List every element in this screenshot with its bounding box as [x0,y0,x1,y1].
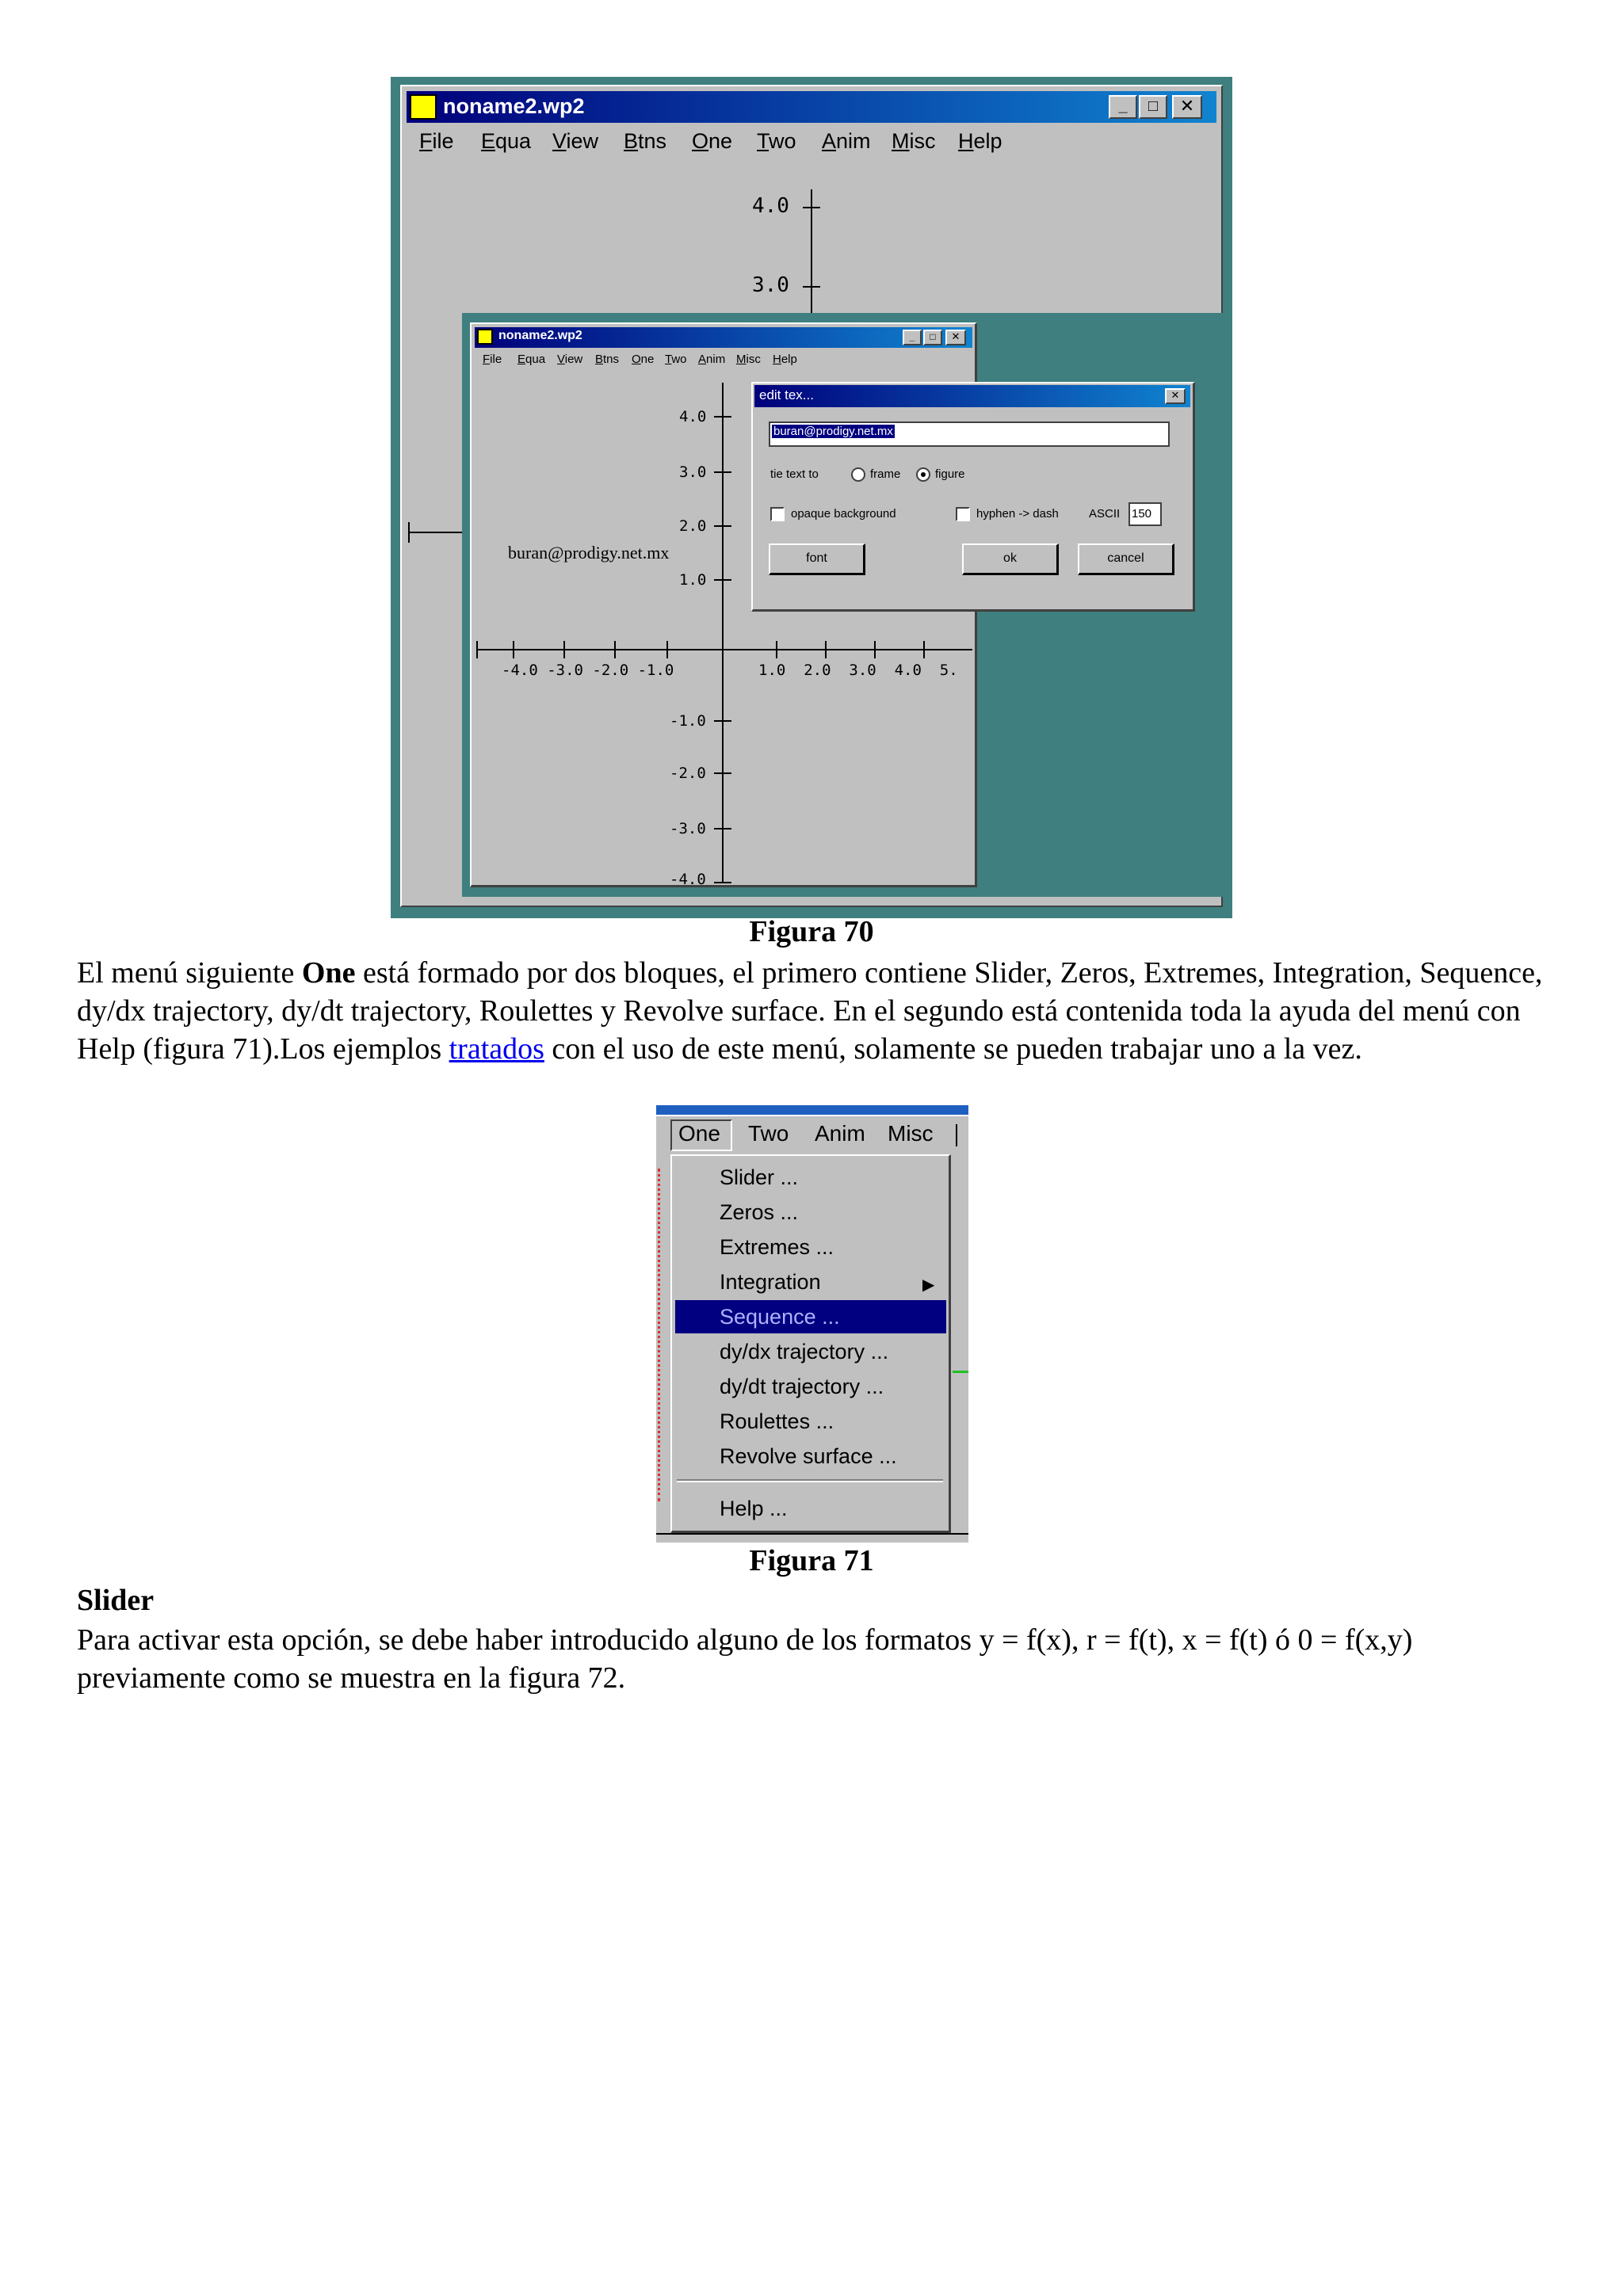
figure-70-caption: Figura 70 [749,915,874,948]
menu-help[interactable]: Help [773,353,797,366]
menu-item-dydx-trajectory[interactable]: dy/dx trajectory ... [720,1340,889,1363]
hyphen-dash-checkbox[interactable] [956,507,970,521]
menu-item-zeros[interactable]: Zeros ... [720,1200,799,1224]
paragraph-slider: Para activar esta opción, se debe haber introducido alguno de los formatos y = f(x), r = f(t), x = f(t) ó 0 = f(x,y) previamente como se muestra en la figura 72. [77,1623,1413,1695]
menu-anim[interactable]: Anim [822,129,871,153]
menu-file[interactable]: File [419,129,454,153]
menu-view[interactable]: View [552,129,599,153]
x-tick [874,641,876,658]
y-tick-label: 4.0 [752,194,789,218]
figure-71-screenshot [656,1105,968,1543]
y-tick [714,471,731,473]
x-tick [513,641,514,658]
menu-btns[interactable]: Btns [595,353,620,366]
app-icon [477,329,493,345]
section-heading-slider: Slider [77,1584,155,1617]
dialog-title: edit tex... [759,387,814,402]
menu-separator [677,1479,943,1482]
y-tick [714,579,731,581]
radio-frame-label: frame [870,467,901,481]
y-axis [722,383,724,882]
close-icon[interactable]: ✕ [1165,388,1186,404]
plot-axis-fragment [656,1533,968,1535]
plot-fragment [953,1371,968,1373]
inner-window-titlebar[interactable] [475,327,972,348]
main-window-title: noname2.wp2 [443,94,585,118]
y-tick-label: 3.0 [752,273,789,297]
menu-item-sequence[interactable]: Sequence ... [675,1300,946,1333]
menu-two[interactable]: Two [665,353,687,366]
y-tick-label: 1.0 [679,571,707,589]
y-tick [803,286,820,288]
x-tick [666,641,668,658]
y-tick [714,828,731,830]
menu-anim[interactable]: Anim [815,1121,865,1146]
menu-misc[interactable]: Misc [736,353,761,366]
menu-equa[interactable]: Equa [517,353,546,366]
menu-item-integration[interactable]: Integration [720,1270,821,1294]
y-tick-label: -4.0 [670,871,706,888]
menu-one[interactable]: One [678,1121,720,1146]
hyphen-dash-label: hyphen -> dash [976,507,1059,521]
y-tick-label: -2.0 [670,765,706,782]
paragraph-bold: One [301,956,356,990]
y-tick [714,882,731,883]
y-tick [714,720,731,722]
x-tick-labels-positive: 1.0 2.0 3.0 4.0 5. [758,662,958,679]
title-strip [656,1105,968,1115]
ok-button[interactable]: ok [962,543,1059,575]
y-tick [714,525,731,527]
plot-fragment [658,1169,665,1501]
menu-equa[interactable]: Equa [481,129,532,153]
y-tick-label: -1.0 [670,712,706,730]
radio-frame[interactable] [851,467,865,482]
menu-btns[interactable]: Btns [624,129,667,153]
menu-file[interactable]: File [483,353,502,366]
submenu-arrow-icon: ▶ [922,1276,935,1294]
figure-70-screenshot [391,77,1232,918]
main-menubar [402,129,1210,161]
menu-anim[interactable]: Anim [698,353,726,366]
divider [656,1115,968,1116]
menu-misc[interactable]: Misc [892,129,936,153]
text-field[interactable] [769,421,1170,447]
radio-figure-label: figure [935,467,965,481]
cancel-button[interactable]: cancel [1078,543,1174,575]
graph-text-email[interactable]: buran@prodigy.net.mx [508,543,670,563]
maximize-icon[interactable]: □ [923,330,942,345]
close-icon[interactable]: ✕ [1172,95,1202,119]
menu-item-dydt-trajectory[interactable]: dy/dt trajectory ... [720,1375,884,1398]
opaque-background-label: opaque background [791,507,896,521]
font-button[interactable]: font [769,543,865,575]
minimize-icon[interactable]: _ [1109,95,1137,119]
x-tick [563,641,565,658]
ascii-label: ASCII [1089,507,1121,521]
inner-window-title: noname2.wp2 [498,329,582,342]
y-tick-label: 4.0 [679,408,707,425]
paragraph-text: con el uso de este menú, solamente se pueden trabajar uno a la vez. [544,1032,1362,1066]
main-window-titlebar[interactable] [407,91,1216,123]
y-tick [714,772,731,774]
menu-item-slider[interactable]: Slider ... [720,1165,799,1189]
y-tick [803,207,820,208]
edit-text-dialog [751,382,1195,612]
text-field-value: buran@prodigy.net.mx [773,425,893,438]
radio-figure[interactable] [916,467,930,482]
x-tick-labels-negative: -4.0 -3.0 -2.0 -1.0 [502,662,674,679]
menu-item-roulettes[interactable]: Roulettes ... [720,1409,834,1433]
figure-71-caption: Figura 71 [749,1544,874,1577]
y-tick-label: 3.0 [679,463,707,481]
x-tick [825,641,827,658]
link-tratados[interactable]: tratados [449,1032,544,1066]
dialog-titlebar[interactable] [754,385,1190,407]
menu-help[interactable]: Help [958,129,1002,153]
minimize-icon[interactable]: _ [903,330,922,345]
menu-two[interactable]: Two [757,129,796,153]
menu-misc[interactable]: Misc [888,1121,934,1146]
x-tick [614,641,616,658]
maximize-icon[interactable]: □ [1139,95,1167,119]
opaque-background-checkbox[interactable] [770,507,785,521]
menu-one[interactable]: One [632,353,655,366]
y-tick-label: -3.0 [670,820,706,837]
menu-partial-help [956,1124,957,1146]
tie-text-label: tie text to [770,467,819,481]
menu-item-help[interactable]: Help ... [720,1497,788,1520]
menu-one[interactable]: One [692,129,733,153]
menu-two[interactable]: Two [748,1121,789,1146]
app-icon [410,94,437,120]
menu-view[interactable]: View [557,353,583,366]
x-axis-end-tick [476,641,478,658]
menu-item-extremes[interactable]: Extremes ... [720,1235,834,1259]
ascii-input[interactable]: 150 [1128,502,1162,526]
paragraph-menu-one [77,954,1551,1068]
close-icon[interactable]: ✕ [945,330,966,345]
paragraph-text: El menú siguiente [77,956,302,990]
menu-item-revolve-surface[interactable]: Revolve surface ... [720,1444,897,1468]
paragraph-text: está formado por dos bloques, el primero contiene Slider, Zeros, Extremes, Integration, Sequence, dy/dx trajectory, dy/dt trajectory, Roulettes y Revolve surface. En el segundo está contenida toda la ayuda del menú con Help (figura 71).Los ejemplos [77,956,1543,1066]
y-tick-label: 2.0 [679,517,707,535]
y-tick [714,416,731,418]
x-axis [476,649,972,650]
x-tick [923,641,925,658]
x-tick [776,641,777,658]
inner-menubar [472,353,971,372]
one-dropdown-menu [670,1154,951,1533]
